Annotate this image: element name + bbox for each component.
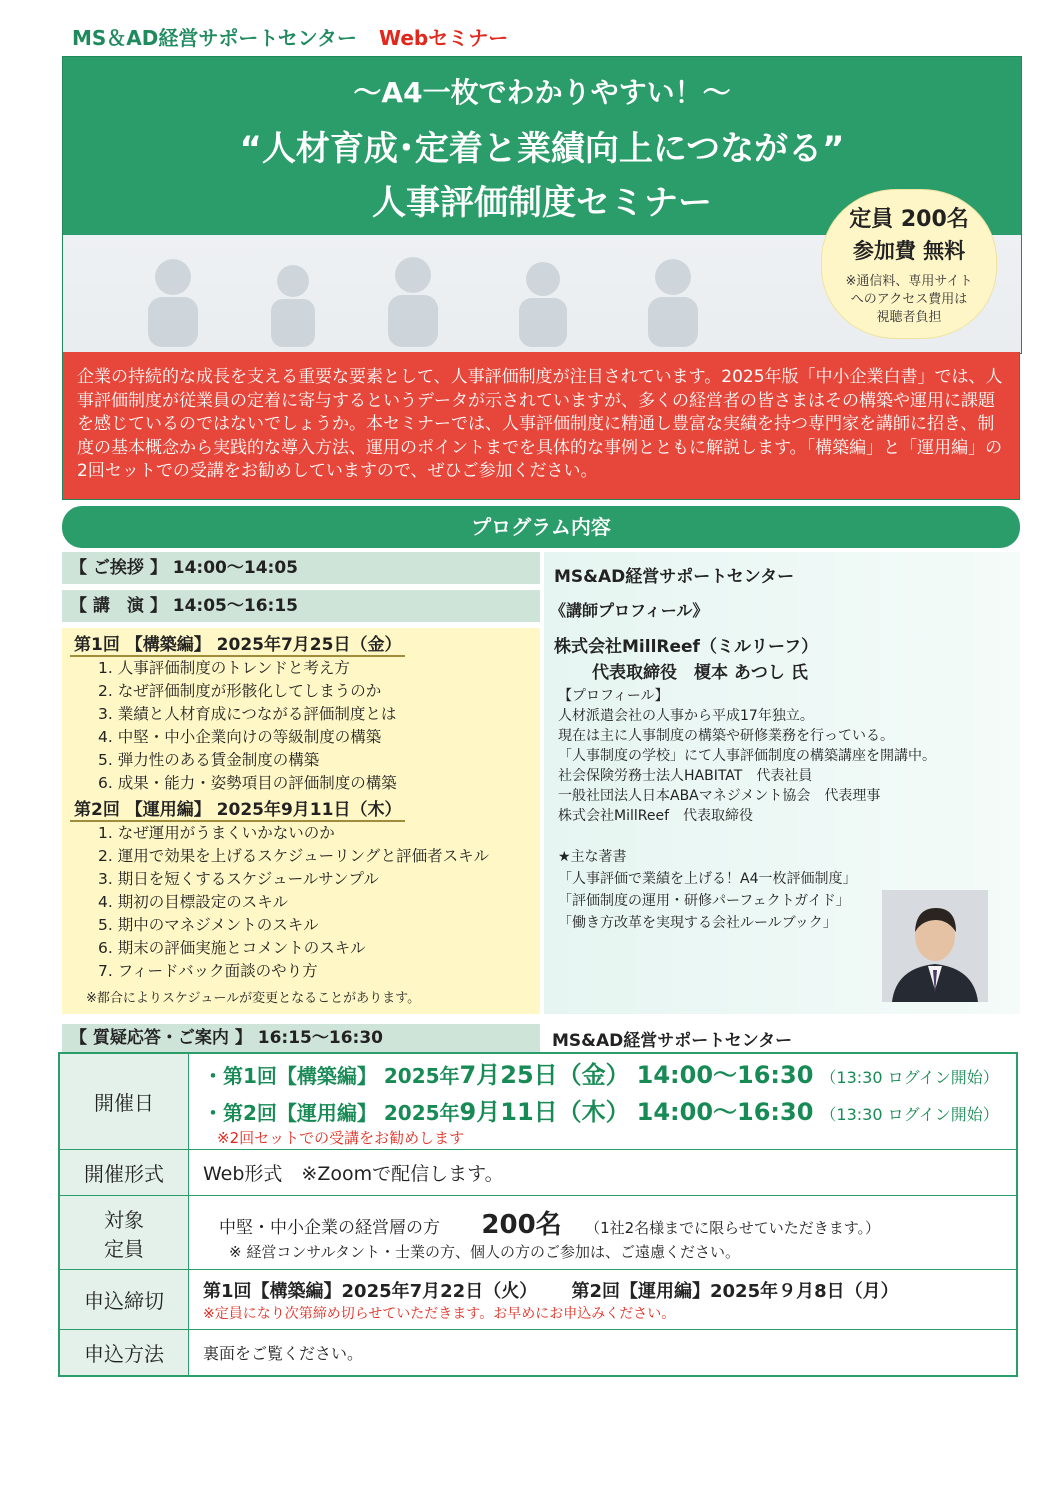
intro-paragraph: 企業の持続的な成長を支える重要な要素として、人事評価制度が注目されています。2025年版「中小企業白書」では、人事評価制度が従業員の定着に寄与するというデータが示されていますが、多くの経営者の皆さまはその構築や運用に課題を感じているのではないでしょうか。本セミナーでは、人事評価制度に精通し豊富な実績を持つ専門家を講師に招き、制度の基本概念から実践的な導入方法、運用のポイントまでを具体的な事例とともに解説します。「構築編」と「運用編」の2回セットでの受講をお勧めしていますので、ぜひご参加ください。 xyxy=(62,352,1020,500)
capacity-fee-badge xyxy=(822,190,996,338)
method-label: 申込方法 xyxy=(59,1330,189,1376)
target-label-1: 対象 xyxy=(104,1207,144,1232)
date1-prefix: ・第1回【構築編】 2025年 xyxy=(203,1064,460,1088)
schedule-note: ※都合によりスケジュールが変更となることがあります。 xyxy=(86,991,421,1006)
badge-capacity: 定員 200名 xyxy=(849,207,969,232)
deadline-line xyxy=(203,1277,1015,1303)
event-info-table xyxy=(58,1052,1018,1377)
header-line xyxy=(72,22,508,51)
deadline-2: 第2回【運用編】2025年９月8日（月） xyxy=(571,1280,899,1302)
date2-md: 9月11日（木） xyxy=(459,1098,630,1126)
target-line xyxy=(219,1204,1015,1241)
lecturer-portrait-icon xyxy=(882,890,988,1002)
table-row xyxy=(59,1270,1017,1330)
profile-line: 株式会社MillReef 代表取締役 xyxy=(558,808,754,824)
date-line-1 xyxy=(203,1055,1015,1090)
profile-line: 【プロフィール】 xyxy=(558,688,669,704)
list-item: 5. 期中のマネジメントのスキル xyxy=(98,916,319,934)
list-item: 6. 期末の評価実施とコメントのスキル xyxy=(98,939,366,957)
book-title: 「働き方改革を実現する会社ルールブック」 xyxy=(558,915,837,931)
profile-heading: 《講師プロフィール》 xyxy=(550,601,709,620)
date1-login: （13:30 ログイン開始） xyxy=(820,1068,999,1087)
table-row xyxy=(59,1150,1017,1196)
lecturer-profile xyxy=(544,552,1020,1014)
profile-line: 社会保険労務士法人HABITAT 代表社員 xyxy=(558,768,813,784)
badge-note-1: ※通信料、専用サイト xyxy=(845,274,973,289)
hero-title-line1: “人材育成･定着と業績向上につながる” xyxy=(239,129,845,169)
people-illustration xyxy=(113,247,813,347)
date1-md: 7月25日（金） xyxy=(459,1061,630,1089)
profile-line: 「人事制度の学校」にて人事評価制度の構築講座を開講中。 xyxy=(558,748,936,764)
table-row xyxy=(59,1330,1017,1376)
list-item: 6. 成果・能力・姿勢項目の評価制度の構築 xyxy=(98,774,397,792)
target-values xyxy=(189,1196,1018,1270)
profile-role: 代表取締役 榎本 あつし 氏 xyxy=(592,663,808,683)
books-heading: ★主な著書 xyxy=(558,849,627,865)
list-item: 2. なぜ評価制度が形骸化してしまうのか xyxy=(98,682,382,700)
hero-title-line2: 人事評価制度セミナー xyxy=(372,183,712,223)
date2-prefix: ・第2回【運用編】 2025年 xyxy=(203,1101,460,1125)
capacity-note: （1社2名様までに限らせていただきます。） xyxy=(585,1218,881,1237)
deadline-note: ※定員になり次第締め切らせていただきます。お早めにお申込みください。 xyxy=(203,1305,676,1322)
list-item: 7. フィードバック面談のやり方 xyxy=(98,962,318,980)
profile-company: 株式会社MillReef（ミルリーフ） xyxy=(554,637,819,657)
profile-org: MS&AD経営サポートセンター xyxy=(554,567,795,587)
book-title: 「人事評価で業績を上げる！A4一枚評価制度」 xyxy=(558,871,857,887)
qa-org: MS&AD経営サポートセンター xyxy=(552,1031,793,1051)
list-item: 2. 運用で効果を上げるスケジューリングと評価者スキル xyxy=(98,847,489,865)
list-item: 3. 業績と人材育成につながる評価制度とは xyxy=(98,705,397,723)
method-value: 裏面をご覧ください。 xyxy=(189,1330,1018,1376)
capacity-value: 200名 xyxy=(481,1209,562,1240)
list-item: 4. 中堅・中小企業向けの等級制度の構築 xyxy=(98,728,382,746)
session1-title: 第1回 【構築編】 2025年7月25日（金） xyxy=(70,630,405,657)
table-row xyxy=(59,1053,1017,1150)
format-label: 開催形式 xyxy=(59,1150,189,1196)
lecturer-photo xyxy=(882,890,988,1002)
target-note: ※ 経営コンサルタント・士業の方、個人の方のご参加は、ご遠慮ください。 xyxy=(229,1242,740,1261)
profile-line: 一般社団法人日本ABAマネジメント協会 代表理事 xyxy=(558,788,881,804)
profile-books xyxy=(558,846,856,934)
badge-note-3: 視聴者負担 xyxy=(876,310,942,325)
header-type: Webセミナー xyxy=(379,26,509,50)
badge-note xyxy=(822,273,996,327)
format-value: Web形式 ※Zoomで配信します。 xyxy=(189,1150,1018,1196)
target-label-2: 定員 xyxy=(104,1236,144,1261)
date-values xyxy=(189,1053,1018,1150)
date-note: ※2回セットでの受講をお勧めします xyxy=(217,1129,465,1147)
target-text: 中堅・中小企業の経営層の方 xyxy=(219,1217,440,1238)
deadline-label: 申込締切 xyxy=(59,1270,189,1330)
lecture-row: 【 講 演 】 14:05～16:15 xyxy=(62,590,540,622)
profile-line: 現在は主に人事制度の構築や研修業務を行っている。 xyxy=(558,728,894,744)
list-item: 1. 人事評価制度のトレンドと考え方 xyxy=(98,659,350,677)
lecture-content xyxy=(62,628,540,1014)
book-title: 「評価制度の運用・研修パーフェクトガイド」 xyxy=(558,893,850,909)
hero-subtitle: ～A4一枚でわかりやすい！～ xyxy=(353,76,731,109)
date-label: 開催日 xyxy=(59,1053,189,1150)
date-line-2 xyxy=(203,1092,1015,1127)
qa-row: 【 質疑応答・ご案内 】 16:15～16:30 xyxy=(62,1024,540,1052)
date2-time: 14:00～16:30 xyxy=(636,1098,814,1126)
list-item: 3. 期日を短くするスケジュールサンプル xyxy=(98,870,379,888)
badge-fee: 参加費 無料 xyxy=(852,239,966,263)
badge-note-2: へのアクセス費用は xyxy=(850,292,968,307)
program-heading: プログラム内容 xyxy=(62,506,1020,548)
list-item: 1. なぜ運用がうまくいかないのか xyxy=(98,824,335,842)
list-item: 4. 期初の目標設定のスキル xyxy=(98,893,289,911)
profile-lines xyxy=(558,686,936,826)
list-item: 5. 弾力性のある賃金制度の構築 xyxy=(98,751,320,769)
deadline-1: 第1回【構築編】2025年7月22日（火） xyxy=(203,1280,538,1302)
target-label xyxy=(59,1196,189,1270)
deadline-values xyxy=(189,1270,1018,1330)
profile-line: 人材派遣会社の人事から平成17年独立。 xyxy=(558,708,814,724)
table-row xyxy=(59,1196,1017,1270)
greeting-row: 【 ご挨拶 】 14:00～14:05 xyxy=(62,552,540,584)
program-schedule xyxy=(62,552,540,1014)
date2-login: （13:30 ログイン開始） xyxy=(820,1105,999,1124)
date1-time: 14:00～16:30 xyxy=(636,1061,814,1089)
header-org: MS＆AD経営サポートセンター xyxy=(72,26,357,50)
session2-title: 第2回 【運用編】 2025年9月11日（木） xyxy=(70,795,405,822)
